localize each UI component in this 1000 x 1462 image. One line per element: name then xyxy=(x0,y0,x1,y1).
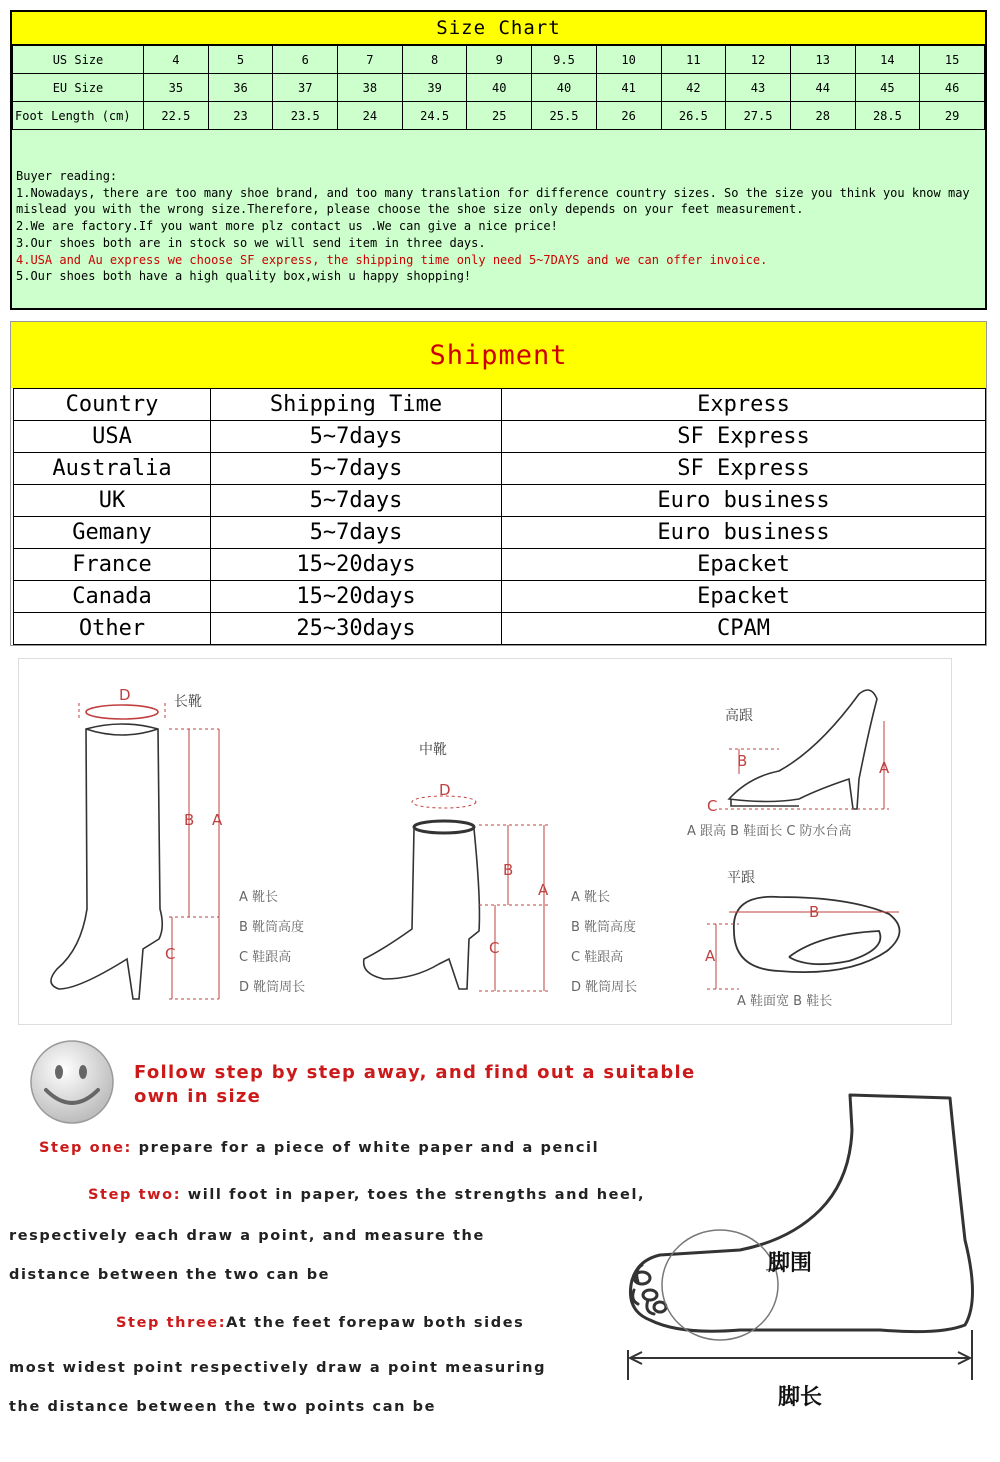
mid-boot-legend xyxy=(571,883,637,1003)
step-two-text: will foot in paper, toes the strengths and heel, xyxy=(181,1187,646,1203)
size-cell: 43 xyxy=(726,74,791,102)
size-cell: 12 xyxy=(726,46,791,74)
size-cell: 24 xyxy=(338,102,403,130)
header-shipping-time: Shipping Time xyxy=(211,389,502,421)
size-cell: 42 xyxy=(661,74,726,102)
mid-boot-measure-lines xyxy=(412,796,549,991)
size-cell: 24.5 xyxy=(402,102,467,130)
shipment-country: Gemany xyxy=(14,517,211,549)
size-row xyxy=(13,46,985,74)
legend-b: B 靴筒高度 xyxy=(571,920,637,935)
size-row-label: US Size xyxy=(13,46,144,74)
legend-d: D 靴筒周长 xyxy=(239,980,306,995)
legend-c: C 鞋跟高 xyxy=(239,950,292,965)
tall-boot-label-a: A xyxy=(212,811,223,829)
size-cell: 44 xyxy=(790,74,855,102)
size-cell: 10 xyxy=(596,46,661,74)
high-heel-label-c: C xyxy=(707,797,718,815)
step-three xyxy=(116,1315,524,1331)
shipment-country: UK xyxy=(14,485,211,517)
size-row-label: Foot Length (cm) xyxy=(13,102,144,130)
mid-boot-drawing xyxy=(364,821,480,989)
step-two-line2: respectively each draw a point, and measure the xyxy=(9,1228,485,1244)
step-three-text: At the feet forepaw both sides xyxy=(226,1315,525,1331)
tall-boot-drawing xyxy=(51,705,162,999)
size-cell: 45 xyxy=(855,74,920,102)
tall-boot-title: 长靴 xyxy=(174,694,202,710)
shipment-header-row xyxy=(14,389,986,421)
size-cell: 29 xyxy=(920,102,985,130)
size-cell: 36 xyxy=(208,74,273,102)
size-cell: 4 xyxy=(144,46,209,74)
flat-shoe-label-b: B xyxy=(809,903,820,921)
buyer-heading: Buyer reading: xyxy=(16,169,118,183)
shipment-time: 5~7days xyxy=(211,517,502,549)
size-cell: 15 xyxy=(920,46,985,74)
note-2: 2.We are factory.If you want more plz contact us .We can give a nice price! xyxy=(16,219,558,234)
size-cell: 13 xyxy=(790,46,855,74)
mid-boot-label-a: A xyxy=(538,881,549,899)
size-cell: 40 xyxy=(467,74,532,102)
shipment-row xyxy=(14,549,986,581)
high-heel-legend: A 跟高 B 鞋面长 C 防水台高 xyxy=(687,824,852,839)
high-heel-label-a: A xyxy=(879,759,890,777)
flat-shoe-label-a: A xyxy=(705,947,716,965)
size-cell: 41 xyxy=(596,74,661,102)
shipment-time: 5~7days xyxy=(211,453,502,485)
tall-boot-label-d: D xyxy=(119,686,131,704)
size-cell: 39 xyxy=(402,74,467,102)
size-cell: 5 xyxy=(208,46,273,74)
legend-a: A 靴长 xyxy=(571,890,611,905)
size-cell: 23.5 xyxy=(273,102,338,130)
size-cell: 22.5 xyxy=(144,102,209,130)
shipment-row xyxy=(14,613,986,645)
mid-boot-label-c: C xyxy=(489,939,500,957)
size-cell: 38 xyxy=(338,74,403,102)
size-cell: 37 xyxy=(273,74,338,102)
flat-shoe-measure-lines xyxy=(707,912,899,989)
step-three-line2: most widest point respectively draw a point measuring xyxy=(9,1360,547,1376)
shipment-express: Epacket xyxy=(502,549,986,581)
shipment-express: SF Express xyxy=(502,453,986,485)
foot-girth-label: 脚围 xyxy=(768,1251,813,1276)
size-cell: 46 xyxy=(920,74,985,102)
flat-shoe-legend: A 鞋面宽 B 鞋长 xyxy=(737,994,833,1009)
shipment-row xyxy=(14,517,986,549)
shipment-row xyxy=(14,453,986,485)
guide-headline-line2: own in size xyxy=(134,1086,262,1107)
shipment-express: Euro business xyxy=(502,517,986,549)
step-two-line3: distance between the two can be xyxy=(9,1267,331,1283)
mid-boot-label-b: B xyxy=(503,861,514,879)
shipment-country: Canada xyxy=(14,581,211,613)
tall-boot-legend xyxy=(239,883,305,1003)
size-cell: 26.5 xyxy=(661,102,726,130)
high-heel-label-b: B xyxy=(737,752,748,770)
shipment-country: Australia xyxy=(14,453,211,485)
size-cell: 28.5 xyxy=(855,102,920,130)
shipment-country: France xyxy=(14,549,211,581)
size-cell: 9 xyxy=(467,46,532,74)
step-one xyxy=(39,1140,599,1156)
shipment-express: Epacket xyxy=(502,581,986,613)
step-three-line3: the distance between the two points can be xyxy=(9,1399,437,1415)
shipment-time: 5~7days xyxy=(211,485,502,517)
shipment-express: SF Express xyxy=(502,421,986,453)
high-heel-title: 高跟 xyxy=(725,708,753,724)
tall-boot-label-b: B xyxy=(184,811,195,829)
buyer-notes xyxy=(12,130,985,285)
size-cell: 14 xyxy=(855,46,920,74)
size-cell: 27.5 xyxy=(726,102,791,130)
header-country: Country xyxy=(14,389,211,421)
note-3: 3.Our shoes both are in stock so we will send item in three days. xyxy=(16,235,486,250)
step-one-text: prepare for a piece of white paper and a pencil xyxy=(131,1140,600,1156)
size-cell: 25 xyxy=(467,102,532,130)
size-cell: 6 xyxy=(273,46,338,74)
step-two-label: Step two: xyxy=(88,1187,182,1203)
step-two xyxy=(88,1187,645,1203)
shipment-express: CPAM xyxy=(502,613,986,645)
shipment-country: Other xyxy=(14,613,211,645)
legend-a: A 靴长 xyxy=(239,890,279,905)
size-cell: 35 xyxy=(144,74,209,102)
size-cell: 40 xyxy=(532,74,597,102)
size-cell: 8 xyxy=(402,46,467,74)
size-cell: 23 xyxy=(208,102,273,130)
size-cell: 28 xyxy=(790,102,855,130)
flat-shoe-title: 平跟 xyxy=(727,870,755,886)
shipment-row xyxy=(14,581,986,613)
size-cell: 9.5 xyxy=(532,46,597,74)
foot-length-label: 脚长 xyxy=(778,1385,823,1410)
measure-diagram-panel xyxy=(18,658,952,1025)
note-5: 5.Our shoes both have a high quality box,wish u happy shopping! xyxy=(16,269,472,284)
size-chart-panel xyxy=(10,10,987,310)
legend-b: B 靴筒高度 xyxy=(239,920,305,935)
tall-boot-label-c: C xyxy=(165,945,176,963)
shipment-time: 15~20days xyxy=(211,581,502,613)
size-row xyxy=(13,74,985,102)
mid-boot-label-d: D xyxy=(439,781,451,799)
step-one-label: Step one: xyxy=(39,1140,132,1156)
note-4: 4.USA and Au express we choose SF express, the shipping time only need 5~7DAYS and we can offer invoice. xyxy=(16,252,768,267)
shipment-row xyxy=(14,485,986,517)
shipment-express: Euro business xyxy=(502,485,986,517)
shipment-time: 25~30days xyxy=(211,613,502,645)
step-three-label: Step three: xyxy=(116,1315,227,1331)
shipment-row xyxy=(14,421,986,453)
mid-boot-title: 中靴 xyxy=(419,742,447,758)
shipment-time: 15~20days xyxy=(211,549,502,581)
shipment-country: USA xyxy=(14,421,211,453)
header-express: Express xyxy=(502,389,986,421)
guide-headline xyxy=(134,1061,696,1109)
size-cell: 26 xyxy=(596,102,661,130)
guide-headline-line1: Follow step by step away, and find out a suitable xyxy=(134,1062,696,1083)
smiley-icon xyxy=(28,1038,116,1126)
size-cell: 25.5 xyxy=(532,102,597,130)
size-cell: 11 xyxy=(661,46,726,74)
shipment-panel xyxy=(10,321,987,646)
size-row-label: EU Size xyxy=(13,74,144,102)
note-1: 1.Nowadays, there are too many shoe brand, and too many translation for difference country sizes. So the size you think you know may mislead you with the wrong size.Therefore, please choose the shoe size only depends on your feet measurement. xyxy=(16,185,970,217)
shipment-time: 5~7days xyxy=(211,421,502,453)
shipment-table xyxy=(13,388,986,645)
legend-d: D 靴筒周长 xyxy=(571,980,638,995)
size-table xyxy=(12,45,985,130)
shipment-title: Shipment xyxy=(11,322,986,388)
size-cell: 7 xyxy=(338,46,403,74)
size-chart-title: Size Chart xyxy=(12,12,985,45)
tall-boot-measure-lines xyxy=(79,703,219,999)
size-row xyxy=(13,102,985,130)
legend-c: C 鞋跟高 xyxy=(571,950,624,965)
